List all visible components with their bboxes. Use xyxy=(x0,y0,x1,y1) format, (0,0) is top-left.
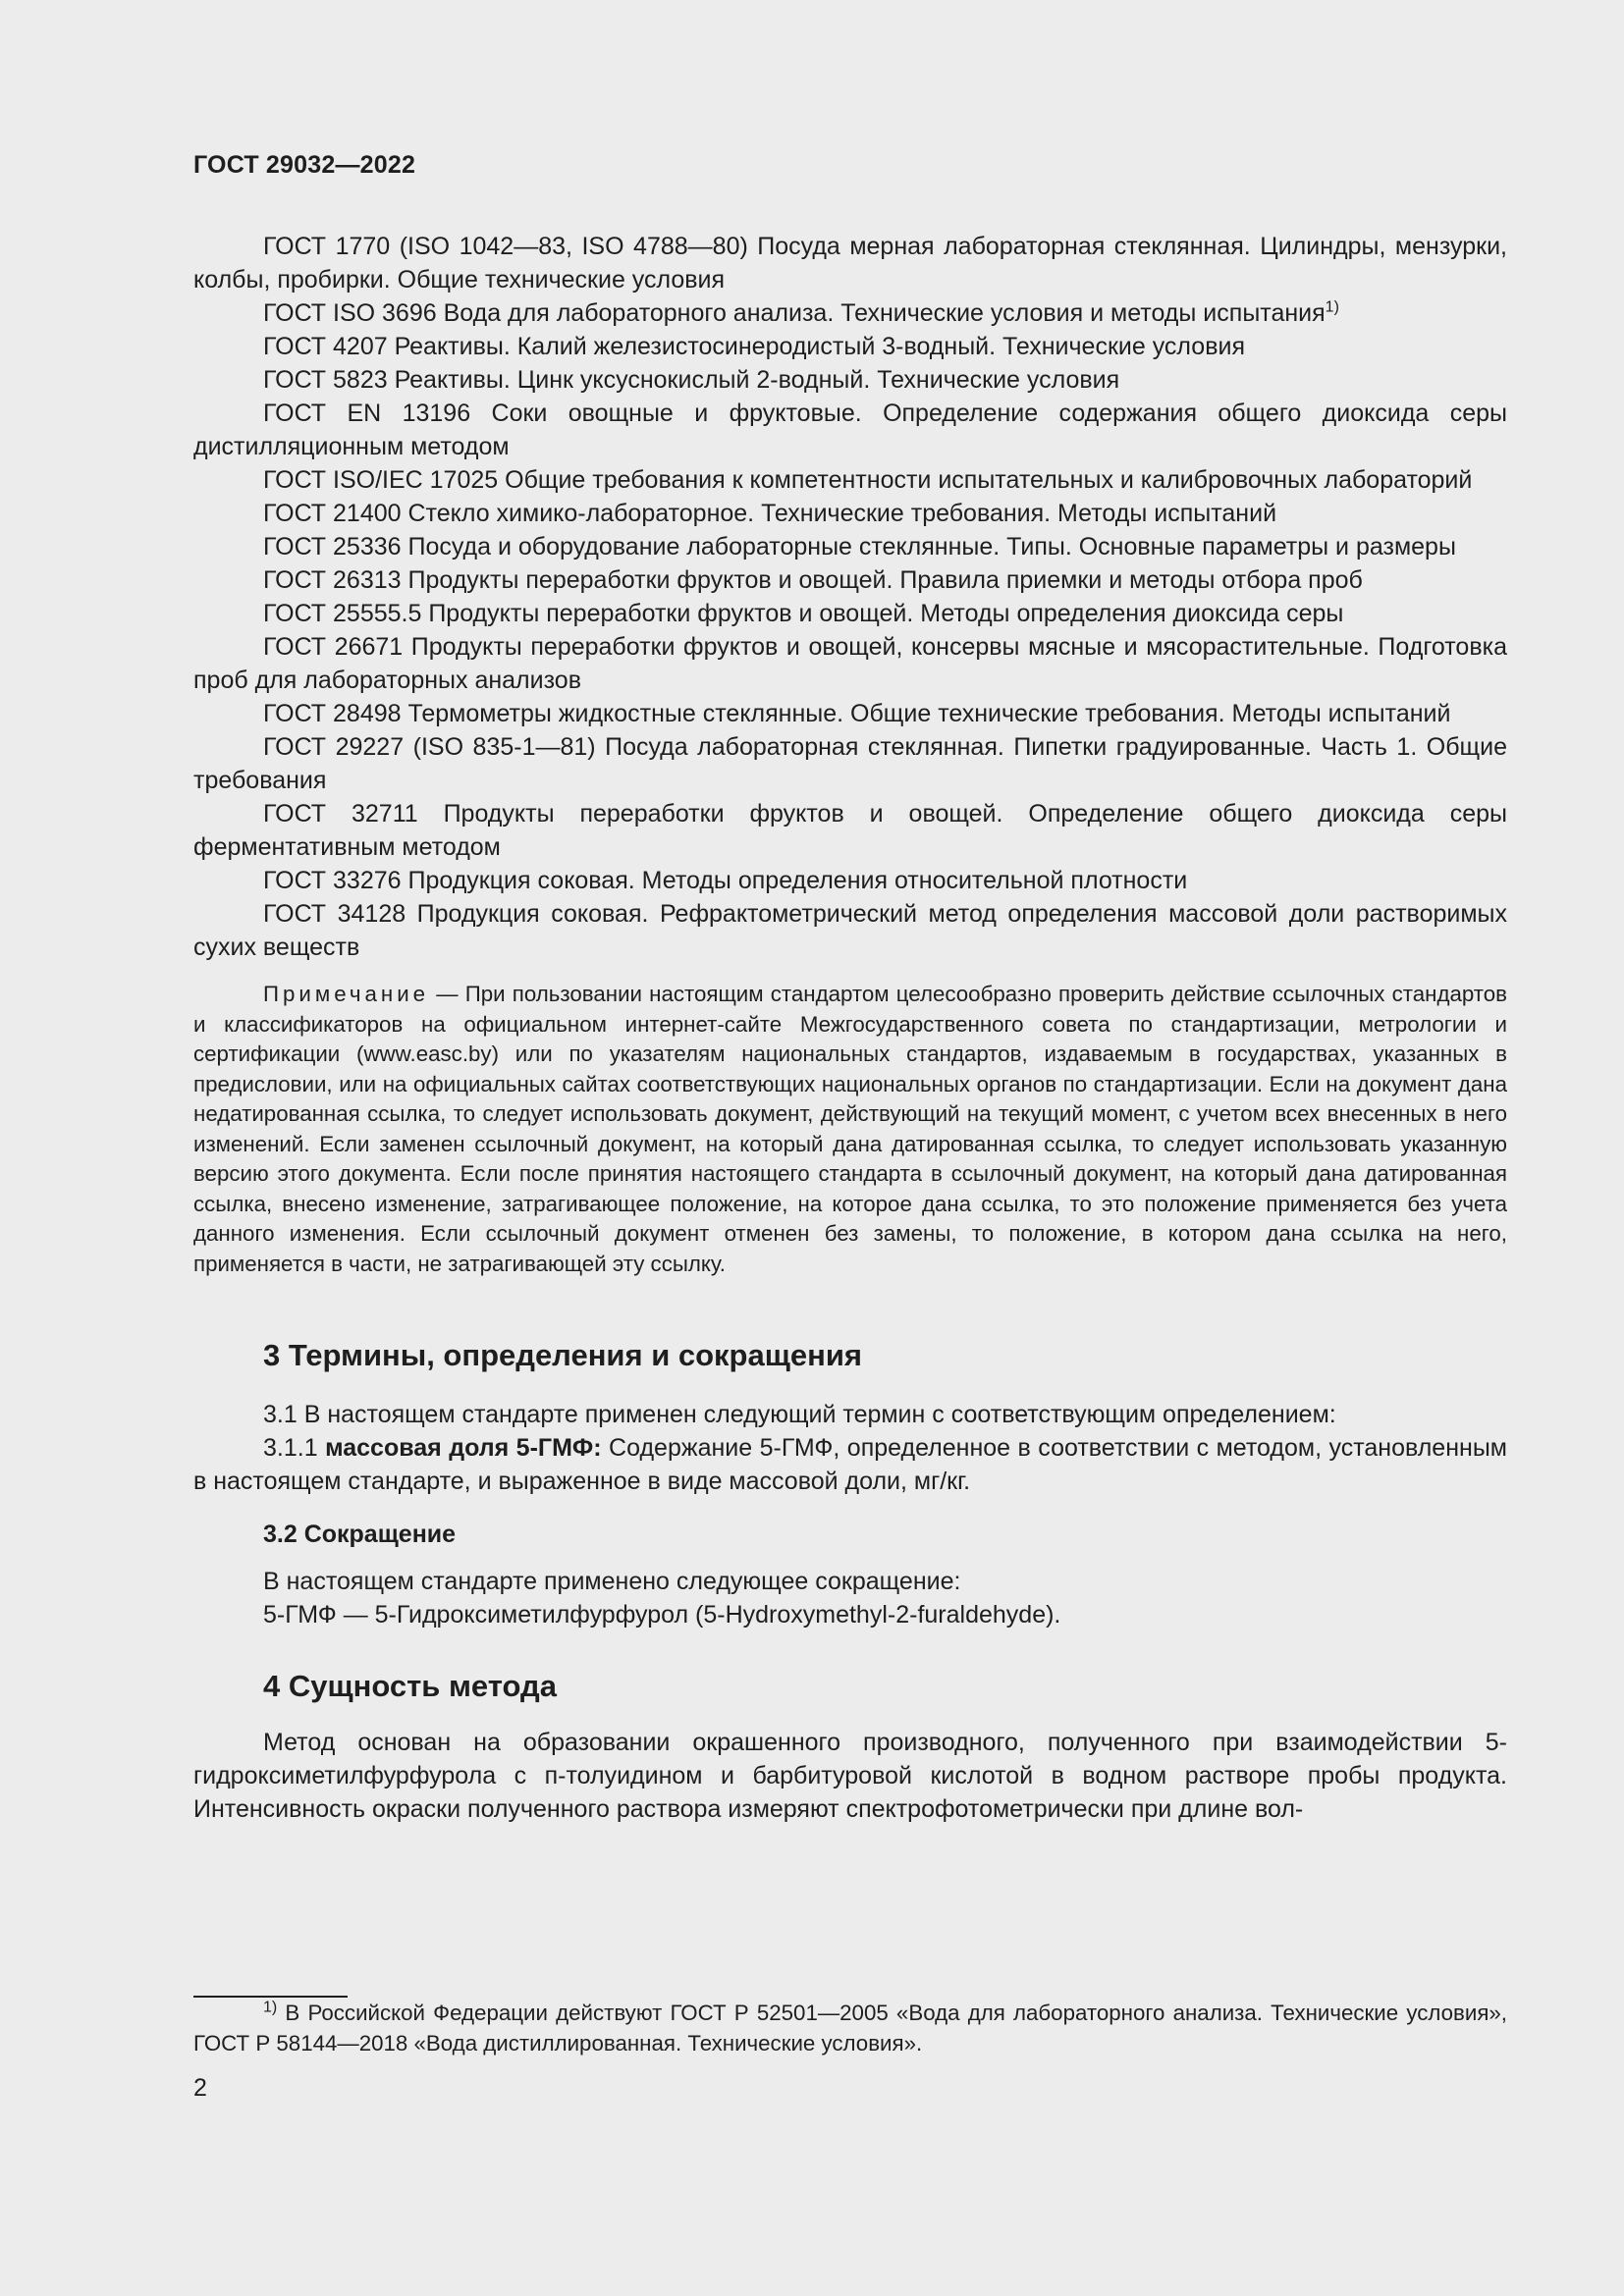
reference-text: ГОСТ EN 13196 Соки овощные и фруктовые. Определение содержания общего диоксида серы дистилляционным методом xyxy=(193,400,1507,460)
reference-item xyxy=(193,864,1507,897)
reference-text: ГОСТ 5823 Реактивы. Цинк уксуснокислый 2-водный. Технические условия xyxy=(263,366,1120,394)
reference-item xyxy=(193,363,1507,397)
note-text: — При пользовании настоящим стандартом целесообразно проверить действие ссылочных стандартов и классификаторов на официальном интернет-сайте Межгосударственного совета по стандартизации, метрологии и сертификации (www.easc.by) или по указателям национальных стандартов, издаваемым в государствах, указанных в предисловии, или на официальных сайтах соответствующих национальных органов по стандартизации. Если на документ дана недатированная ссылка, то следует использовать документ, действующий на текущий момент, с учетом всех внесенных в него изменений. Если заменен ссылочный документ, на который дана датированная ссылка, то следует использовать указанную версию этого документа. Если после принятия настоящего стандарта в ссылочный документ, на который дана датированная ссылка, внесено изменение, затрагивающее положение, на которое дана ссылка, то это положение применяется без учета данного изменения. Если ссылочный документ отменен без замены, то положение, в котором дана ссылка на него, применяется в части, не затрагивающей эту ссылку. xyxy=(193,982,1507,1276)
reference-item xyxy=(193,296,1507,330)
term-definition: Содержание 5-ГМФ, определенное в соответствии с методом, установленным в настоящем стандарте, и выраженное в виде массовой доли, мг/кг. xyxy=(193,1434,1507,1495)
reference-item xyxy=(193,563,1507,597)
reference-text: ГОСТ 34128 Продукция соковая. Рефрактометрический метод определения массовой доли растворимых сухих веществ xyxy=(193,900,1507,961)
references-list xyxy=(193,230,1507,964)
method-paragraph: Метод основан на образовании окрашенного производного, полученного при взаимодействии 5-гидроксиметилфурфурола с п-толуидином и барбитуровой кислотой в водном растворе пробы продукта. Интенсивность окраски полученного раствора измеряют спектрофотометрически при длине вол- xyxy=(193,1729,1507,1823)
reference-text: ГОСТ ISO/IEC 17025 Общие требования к компетентности испытательных и калибровочных лабораторий xyxy=(263,466,1473,494)
reference-item xyxy=(193,530,1507,563)
clause-number: 3.1.1 xyxy=(263,1434,326,1462)
reference-item xyxy=(193,630,1507,697)
reference-text: ГОСТ 32711 Продукты переработки фруктов и овощей. Определение общего диоксида серы ферментативным методом xyxy=(193,800,1507,861)
term: массовая доля 5-ГМФ: xyxy=(325,1434,602,1462)
reference-text: ГОСТ 4207 Реактивы. Калий железистосинеродистый 3-водный. Технические условия xyxy=(263,333,1245,360)
reference-item xyxy=(193,730,1507,797)
subsection-3-2-heading: 3.2 Сокращение xyxy=(263,1521,457,1548)
reference-item xyxy=(193,797,1507,864)
reference-text: ГОСТ 21400 Стекло химико-лабораторное. Технические требования. Методы испытаний xyxy=(263,500,1277,527)
clause-3-1-1 xyxy=(193,1431,1507,1498)
reference-text: ГОСТ 26671 Продукты переработки фруктов и овощей, консервы мясные и мясорастительные. Подготовка проб для лабораторных анализов xyxy=(193,633,1507,694)
page-number: 2 xyxy=(193,2074,207,2102)
note-label: Примечание xyxy=(263,982,430,1006)
reference-text: ГОСТ 25336 Посуда и оборудование лабораторные стеклянные. Типы. Основные параметры и размеры xyxy=(263,533,1456,561)
footnote-text: В Российской Федерации действуют ГОСТ Р 52501—2005 «Вода для лабораторного анализа. Технические условия», ГОСТ Р 58144—2018 «Вода дистиллированная. Технические условия». xyxy=(193,2001,1507,2056)
abbreviation-intro: В настоящем стандарте применено следующее сокращение: xyxy=(263,1568,961,1595)
footnote-divider xyxy=(193,1996,348,1998)
footnote-marker: 1) xyxy=(263,1999,278,2016)
reference-text: ГОСТ 1770 (ISO 1042—83, ISO 4788—80) Посуда мерная лабораторная стеклянная. Цилиндры, мензурки, колбы, пробирки. Общие технические условия xyxy=(193,233,1507,294)
footnote-marker: 1) xyxy=(1325,298,1339,316)
reference-text: ГОСТ 29227 (ISO 835-1—81) Посуда лабораторная стеклянная. Пипетки градуированные. Часть 1. Общие требования xyxy=(193,733,1507,794)
note-paragraph xyxy=(193,980,1507,1279)
footnotes xyxy=(193,1999,1507,2058)
document-page xyxy=(193,147,1507,1826)
reference-item xyxy=(193,463,1507,497)
reference-text: ГОСТ ISO 3696 Вода для лабораторного анализа. Технические условия и методы испытания xyxy=(263,299,1326,327)
reference-text: ГОСТ 25555.5 Продукты переработки фруктов и овощей. Методы определения диоксида серы xyxy=(263,600,1344,627)
clause-3-1: 3.1 В настоящем стандарте применен следующий термин с соответствующим определением: xyxy=(263,1401,1336,1428)
abbreviation-item: 5-ГМФ — 5-Гидроксиметилфурфурол (5-Hydroxymethyl-2-furaldehyde). xyxy=(263,1601,1061,1629)
reference-item xyxy=(193,597,1507,630)
reference-item xyxy=(193,497,1507,530)
reference-item xyxy=(193,397,1507,463)
reference-text: ГОСТ 33276 Продукция соковая. Методы определения относительной плотности xyxy=(263,867,1188,894)
reference-item xyxy=(193,230,1507,296)
reference-text: ГОСТ 26313 Продукты переработки фруктов и овощей. Правила приемки и методы отбора проб xyxy=(263,566,1363,594)
reference-item xyxy=(193,330,1507,363)
footnote-item xyxy=(193,1999,1507,2058)
reference-text: ГОСТ 28498 Термометры жидкостные стеклянные. Общие технические требования. Методы испытаний xyxy=(263,700,1451,727)
reference-item xyxy=(193,697,1507,730)
section-4-heading: 4 Сущность метода xyxy=(263,1669,557,1703)
section-3-heading: 3 Термины, определения и сокращения xyxy=(263,1338,862,1372)
document-header: ГОСТ 29032—2022 xyxy=(193,151,416,179)
reference-item xyxy=(193,897,1507,964)
